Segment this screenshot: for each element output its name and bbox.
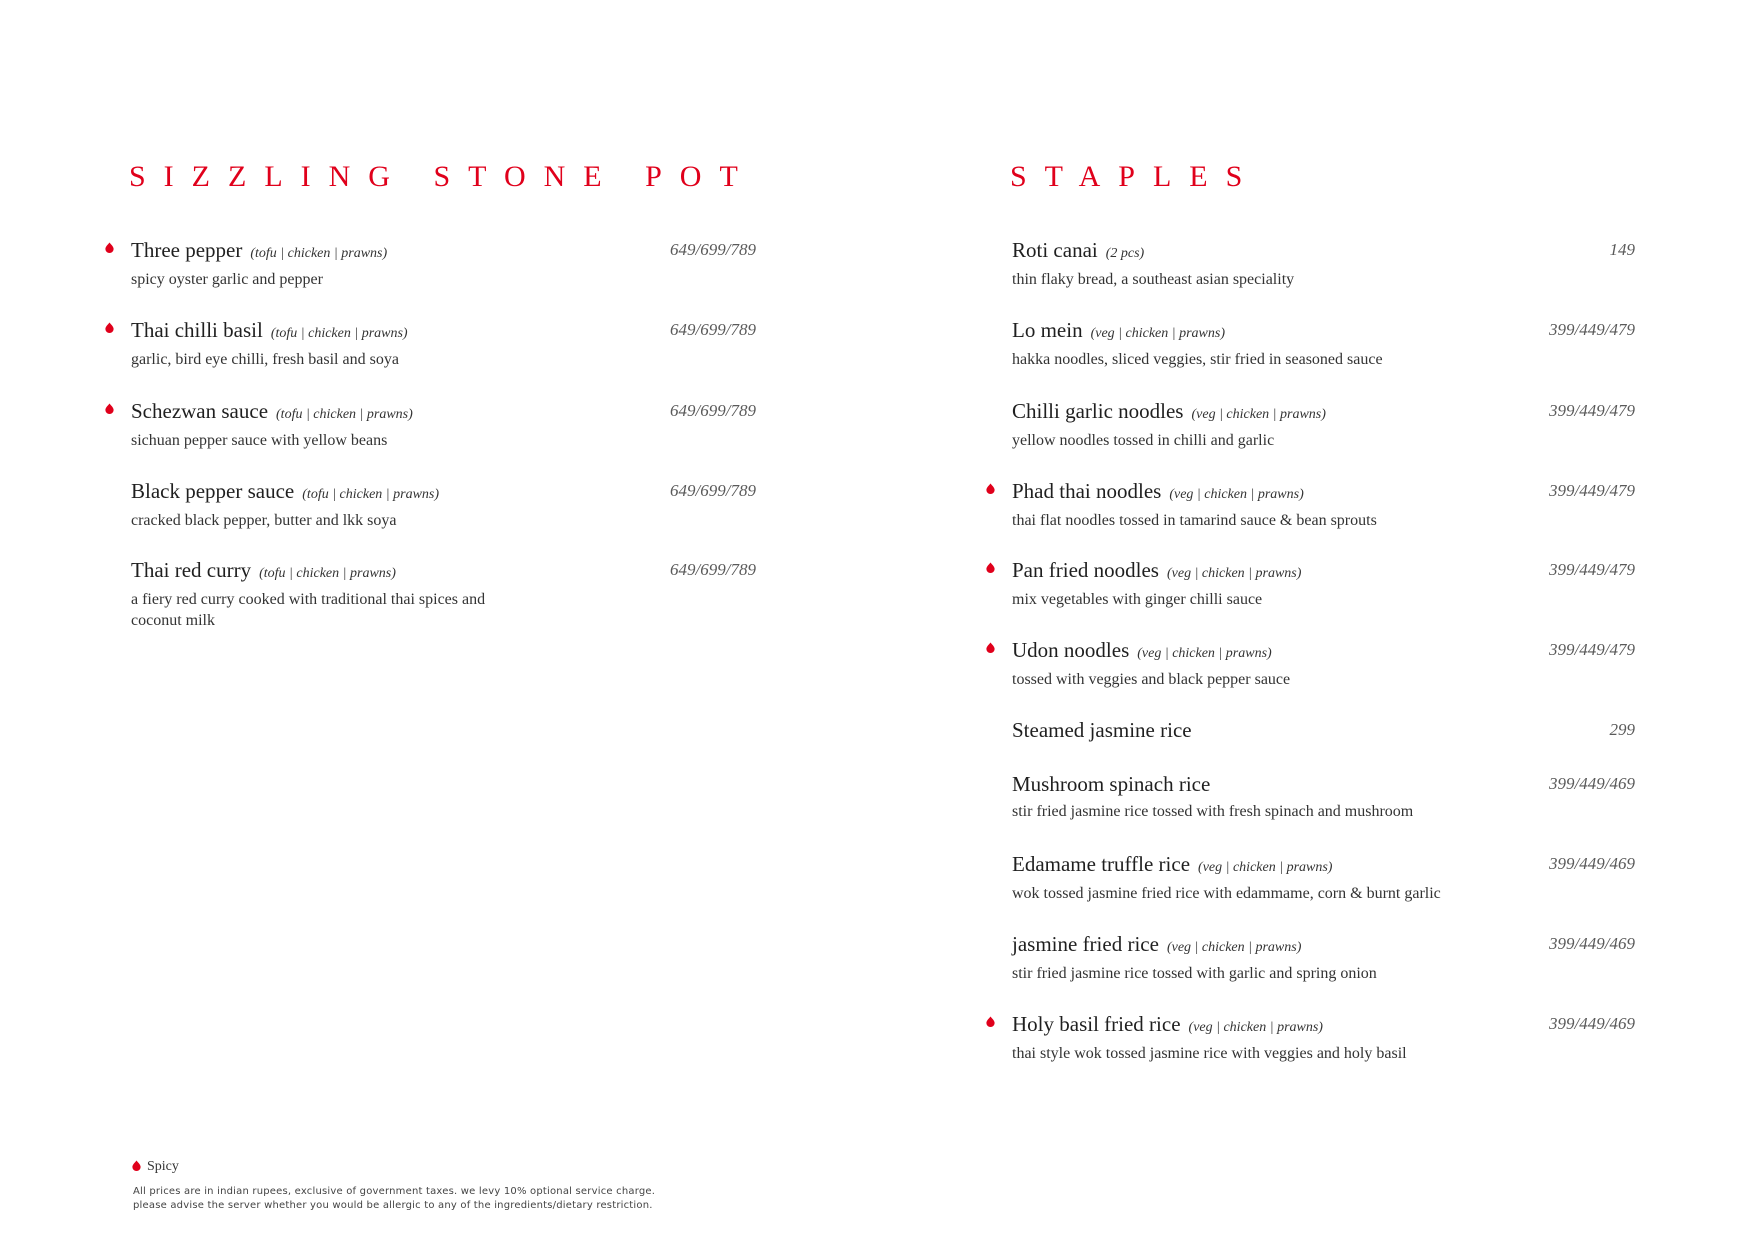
menu-item-variants: (tofu | chicken | prawns) [259,566,396,581]
chilli-drop-icon [104,242,115,253]
menu-item-description: hakka noodles, sliced veggies, stir fried in seasoned sauce [1012,351,1383,368]
chilli-drop-icon [985,562,996,573]
chilli-drop-icon [104,403,115,414]
menu-item-variants: (veg | chicken | prawns) [1166,940,1302,955]
menu-item-heading [131,477,756,509]
price-footnote [133,1185,655,1213]
menu-item-heading [1012,1010,1635,1042]
menu-item-description: sichuan pepper sauce with yellow beans [131,432,388,449]
menu-item-description: yellow noodles tossed in chilli and garlic [1012,432,1275,449]
menu-item [131,397,756,451]
menu-item [1012,850,1635,904]
menu-item-description: stir fried jasmine rice tossed with fresh spinach and mushroom [1012,803,1414,820]
menu-item-name: Pan fried noodles [1012,558,1159,582]
menu-item-heading [1012,236,1635,268]
menu-item-name: Thai red curry [131,558,252,582]
menu-item-heading [1012,716,1635,746]
menu-item-name: Thai chilli basil [131,318,263,342]
chilli-drop-icon [985,1016,996,1027]
menu-item-price: 399/449/479 [1549,481,1635,500]
menu-item-description: wok tossed jasmine fried rice with edammame, corn & burnt garlic [1012,885,1441,902]
menu-item [131,477,756,531]
menu-item-heading [1012,556,1635,588]
menu-item-heading [1012,397,1635,429]
menu-item-name: jasmine fried rice [1012,932,1159,956]
menu-item-price: 399/449/469 [1549,854,1635,873]
menu-item-price: 399/449/479 [1549,560,1635,579]
menu-item-name: Holy basil fried rice [1012,1012,1181,1036]
chilli-drop-icon [131,1160,142,1171]
menu-item-heading [1012,477,1635,509]
menu-item-variants: (tofu | chicken | prawns) [276,407,413,422]
menu-item [1012,716,1635,746]
menu-item-description: thin flaky bread, a southeast asian speciality [1012,271,1295,288]
menu-item-price: 149 [1609,240,1635,259]
menu-item [1012,316,1635,370]
section-title-sizzling-stone-pot: SIZZLING STONE POT [129,160,756,193]
menu-item-price: 399/449/469 [1549,1014,1635,1033]
menu-item-description: cracked black pepper, butter and lkk soya [131,512,397,529]
menu-item-price: 299 [1609,720,1635,739]
chilli-drop-icon [985,483,996,494]
spicy-legend-label: Spicy [147,1159,179,1174]
menu-item-variants: (tofu | chicken | prawns) [270,326,408,341]
menu-item [1012,636,1635,690]
menu-item-variants: (tofu | chicken | prawns) [302,487,440,502]
menu-item-price: 649/699/789 [670,481,756,500]
menu-item-name: Lo mein [1012,318,1083,342]
menu-item-heading [131,556,756,588]
menu-item-variants: (tofu | chicken | prawns) [250,246,388,261]
menu-item-heading [131,397,756,429]
footnote-line-prices: All prices are in indian rupees, exclusive of government taxes. we levy 10% optional service charge. [133,1186,656,1197]
menu-item [1012,770,1635,822]
menu-item-variants: (veg | chicken | prawns) [1188,1020,1323,1035]
menu-item-heading [1012,316,1635,348]
menu-item-price: 649/699/789 [670,560,756,579]
chilli-drop-icon [104,322,115,333]
menu-item-description: thai flat noodles tossed in tamarind sauce & bean sprouts [1012,512,1377,529]
menu-item-heading [1012,636,1635,668]
menu-item-name: Steamed jasmine rice [1012,718,1192,742]
menu-item-price: 399/449/469 [1549,774,1635,793]
menu-item-description: garlic, bird eye chilli, fresh basil and soya [131,351,399,368]
menu-item-name: Chilli garlic noodles [1012,399,1184,423]
spicy-legend [131,1159,179,1175]
menu-item [1012,236,1635,290]
menu-item-variants: (veg | chicken | prawns) [1191,407,1326,422]
menu-item-price: 399/449/479 [1549,401,1635,420]
menu-item-name: Three pepper [131,238,243,262]
menu-item-heading [1012,850,1635,882]
menu-item [1012,556,1635,610]
menu-item-variants: (2 pcs) [1105,246,1145,261]
menu-item-description: tossed with veggies and black pepper sauce [1012,671,1291,688]
menu-item [131,316,756,370]
menu-item [1012,930,1635,984]
menu-item-name: Edamame truffle rice [1012,852,1191,876]
menu-item-heading [1012,770,1635,800]
menu-item-name: Mushroom spinach rice [1012,772,1211,796]
menu-item-description: a fiery red curry cooked with traditional thai spices and coconut milk [131,591,486,629]
chilli-drop-icon [985,642,996,653]
menu-item-description: thai style wok tossed jasmine rice with veggies and holy basil [1012,1045,1407,1062]
menu-item-description: stir fried jasmine rice tossed with garlic and spring onion [1012,965,1377,982]
menu-item-name: Phad thai noodles [1012,479,1162,503]
menu-item [131,236,756,290]
menu-item [131,556,756,631]
menu-item-description: spicy oyster garlic and pepper [131,271,323,288]
menu-item-variants: (veg | chicken | prawns) [1198,860,1333,875]
menu-item-description: mix vegetables with ginger chilli sauce [1012,591,1263,608]
footnote-line-allergy: please advise the server whether you would be allergic to any of the ingredients/dietary restriction. [133,1200,653,1211]
menu-item-heading [131,236,756,268]
menu-item [1012,1010,1635,1064]
menu-item-price: 649/699/789 [670,320,756,339]
menu-item-heading [131,316,756,348]
menu-item-price: 399/449/469 [1549,934,1635,953]
menu-item-heading [1012,930,1635,962]
menu-item-price: 649/699/789 [670,240,756,259]
menu-item-name: Schezwan sauce [131,399,269,423]
menu-item-variants: (veg | chicken | prawns) [1137,646,1272,661]
menu-item-variants: (veg | chicken | prawns) [1090,326,1226,341]
menu-item-name: Udon noodles [1012,638,1130,662]
menu-item-price: 399/449/479 [1549,320,1635,339]
menu-item-variants: (veg | chicken | prawns) [1169,487,1304,502]
menu-item-name: Roti canai [1012,238,1098,262]
menu-item-price: 649/699/789 [670,401,756,420]
menu-item-name: Black pepper sauce [131,479,295,503]
menu-item [1012,477,1635,531]
section-title-staples: STAPLES [1010,160,1261,193]
menu-item-price: 399/449/479 [1549,640,1635,659]
menu-item [1012,397,1635,451]
menu-item-variants: (veg | chicken | prawns) [1166,566,1302,581]
